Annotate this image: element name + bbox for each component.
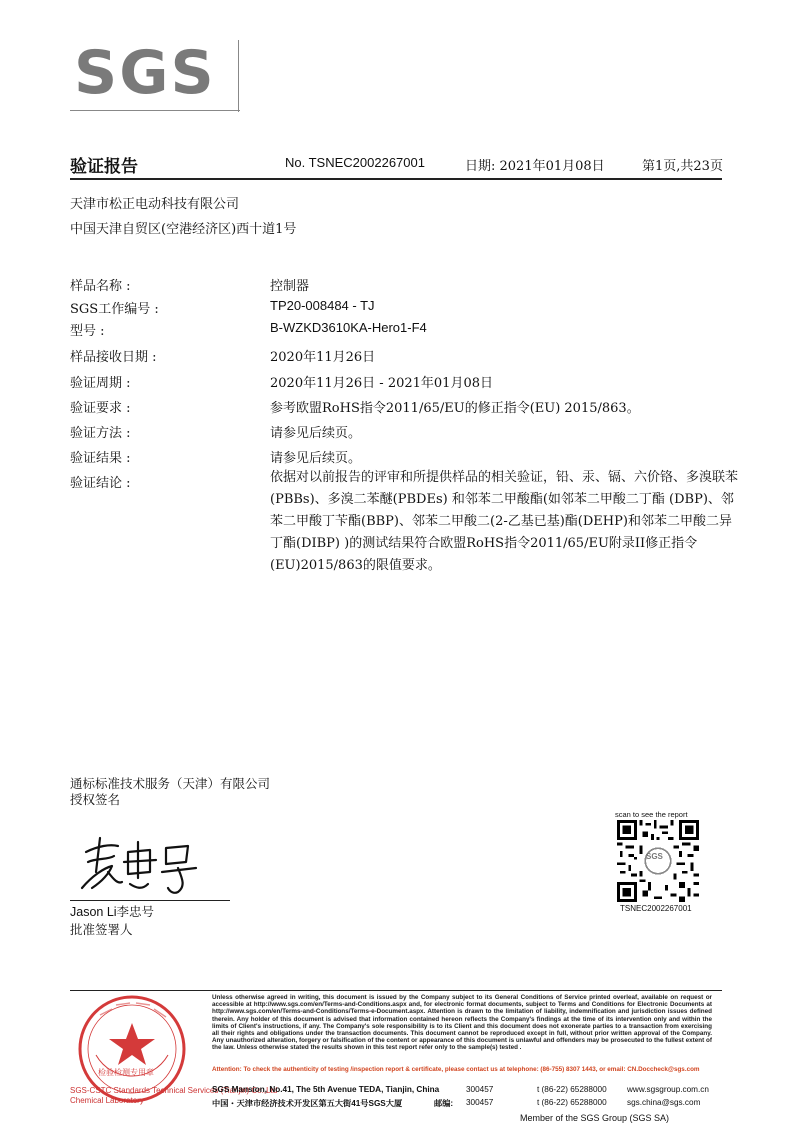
signature-line <box>70 900 230 901</box>
authenticity-notice: Attention: To check the authenticity of testing /inspection report & certificate, please contact us at telephone: (86-755) 8307 1443, or email: CN.Doccheck@sgs.com <box>212 1066 700 1073</box>
footer-postcode-cn: 300457 <box>466 1098 494 1107</box>
field-value-receive-date: 2020年11月26日 <box>270 350 376 365</box>
footer-postcode-en: 300457 <box>466 1085 494 1094</box>
field-value-job-no: TP20-008484 - TJ <box>270 298 375 313</box>
seal-lab-line2: Chemical Laboratory <box>70 1096 144 1105</box>
footer-address-cn-text: 中国・天津市经济技术开发区第五大街41号SGS大厦 <box>212 1099 403 1108</box>
signer-block <box>70 904 154 938</box>
field-value-model: B-WZKD3610KA-Hero1-F4 <box>270 320 427 335</box>
signer-name: Jason Li李忠号 <box>70 905 155 919</box>
report-number: No. TSNEC2002267001 <box>285 155 425 170</box>
footer-postcode-label: 邮编: <box>434 1099 454 1108</box>
footer-address-en-text: SGS Mansion, No.41, The 5th Avenue TEDA, Tianjin, China <box>212 1085 440 1094</box>
field-value-method: 请参见后续页。 <box>270 426 362 441</box>
field-label-job-no: SGS工作编号 : <box>70 302 159 317</box>
field-value-result: 请参见后续页。 <box>270 451 362 466</box>
footer-tel-cn: t (86-22) 65288000 <box>537 1098 607 1107</box>
footer-tel-en: t (86-22) 65288000 <box>537 1085 607 1094</box>
client-name: 天津市松正电动科技有限公司 <box>70 197 240 212</box>
sgs-logo <box>70 40 240 112</box>
field-value-sample-name: 控制器 <box>270 279 310 294</box>
field-label-conclusion: 验证结论 : <box>70 476 131 491</box>
signer-title: 批准签署人 <box>70 922 133 937</box>
field-label-requirement: 验证要求 : <box>70 401 131 416</box>
field-value-period: 2020年11月26日 - 2021年01月08日 <box>270 376 493 391</box>
logo-divider-horizontal <box>70 110 240 111</box>
sgs-group-membership: Member of the SGS Group (SGS SA) <box>520 1113 670 1123</box>
qr-center-logo: SGS <box>646 852 663 861</box>
seal-inner-text: 检验检测专用章 <box>98 1068 154 1077</box>
issuer-block <box>70 776 270 808</box>
qr-report-number: TSNEC2002267001 <box>620 904 692 913</box>
footer-rule <box>70 990 722 991</box>
field-value-requirement: 参考欧盟RoHS指令2011/65/EU的修正指令(EU) 2015/863。 <box>270 401 640 416</box>
page-indicator: 第1页,共23页 <box>642 159 723 174</box>
field-label-method: 验证方法 : <box>70 426 131 441</box>
authorized-signature-label: 授权签名 <box>70 792 121 807</box>
footer-address-en <box>212 1085 712 1097</box>
handwritten-signature <box>78 832 208 898</box>
client-address: 中国天津自贸区(空港经济区)西十道1号 <box>70 222 297 237</box>
qr-code-icon[interactable] <box>617 820 699 902</box>
report-date: 日期: 2021年01月08日 <box>465 159 605 174</box>
field-label-period: 验证周期 : <box>70 376 131 391</box>
field-label-result: 验证结果 : <box>70 451 131 466</box>
report-title: 验证报告 <box>70 157 138 177</box>
logo-divider-vertical <box>238 40 239 112</box>
sgs-logo-text: SGS <box>74 38 216 108</box>
footer-address-cn <box>212 1098 712 1110</box>
seal-lab-line1: SGS-CSTC Standards Technical Services (Tianjin) Co.,Ltd <box>70 1086 278 1095</box>
header-rule <box>70 178 722 180</box>
field-label-receive-date: 样品接收日期 : <box>70 350 157 365</box>
field-label-sample-name: 样品名称 : <box>70 279 131 294</box>
field-label-model: 型号 : <box>70 324 105 339</box>
qr-scan-label: scan to see the report <box>615 810 688 819</box>
footer-website[interactable]: www.sgsgroup.com.cn <box>627 1085 709 1094</box>
legal-disclaimer: Unless otherwise agreed in writing, this document is issued by the Company subject to its General Conditions of Service printed overleaf, available on request or accessible at http://www.sgs.com/en/Terms-and-Conditions.aspx and, for electronic format documents, subject to Terms and Conditions for Electronic Documents at http://www.sgs.com/en/Terms-and-Conditions/Terms-e-Document.aspx. Attention is drawn to the limitation of liability, indemnification and jurisdiction issues defined therein. Any holder of this document is advised that information contained hereon reflects the Company's findings at the time of its intervention only and within the limits of Client's instructions, if any. The Company's sole responsibility is to its Client and this document does not exonerate parties to a transaction from exercising all their rights and obligations under the transaction documents. This document cannot be reproduced except in full, without prior written approval of the Company. Any unauthorized alteration, forgery or falsification of the content or appearance of this document is unlawful and offenders may be prosecuted to the fullest extent of the law. Unless otherwise stated the results shown in this test report refer only to the sample(s) tested . <box>212 994 712 1052</box>
issuer-name: 通标标准技术服务（天津）有限公司 <box>70 776 271 791</box>
conclusion-text: 依据对以前报告的评审和所提供样品的相关验证，铅、汞、镉、六价铬、多溴联苯(PBBs)、多溴二苯醚(PBDEs) 和邻苯二甲酸酯(如邻苯二甲酸二丁酯 (DBP)、邻苯二甲酸丁苄酯(BBP)、邻苯二甲酸二(2-乙基已基)酯(DEHP)和邻苯二甲酸二异丁酯(DIBP) )的测试结果符合欧盟RoHS指令2011/65/EU附录II修正指令(EU)2015/863的限值要求。 <box>270 470 739 573</box>
footer-email[interactable]: sgs.china@sgs.com <box>627 1098 701 1107</box>
